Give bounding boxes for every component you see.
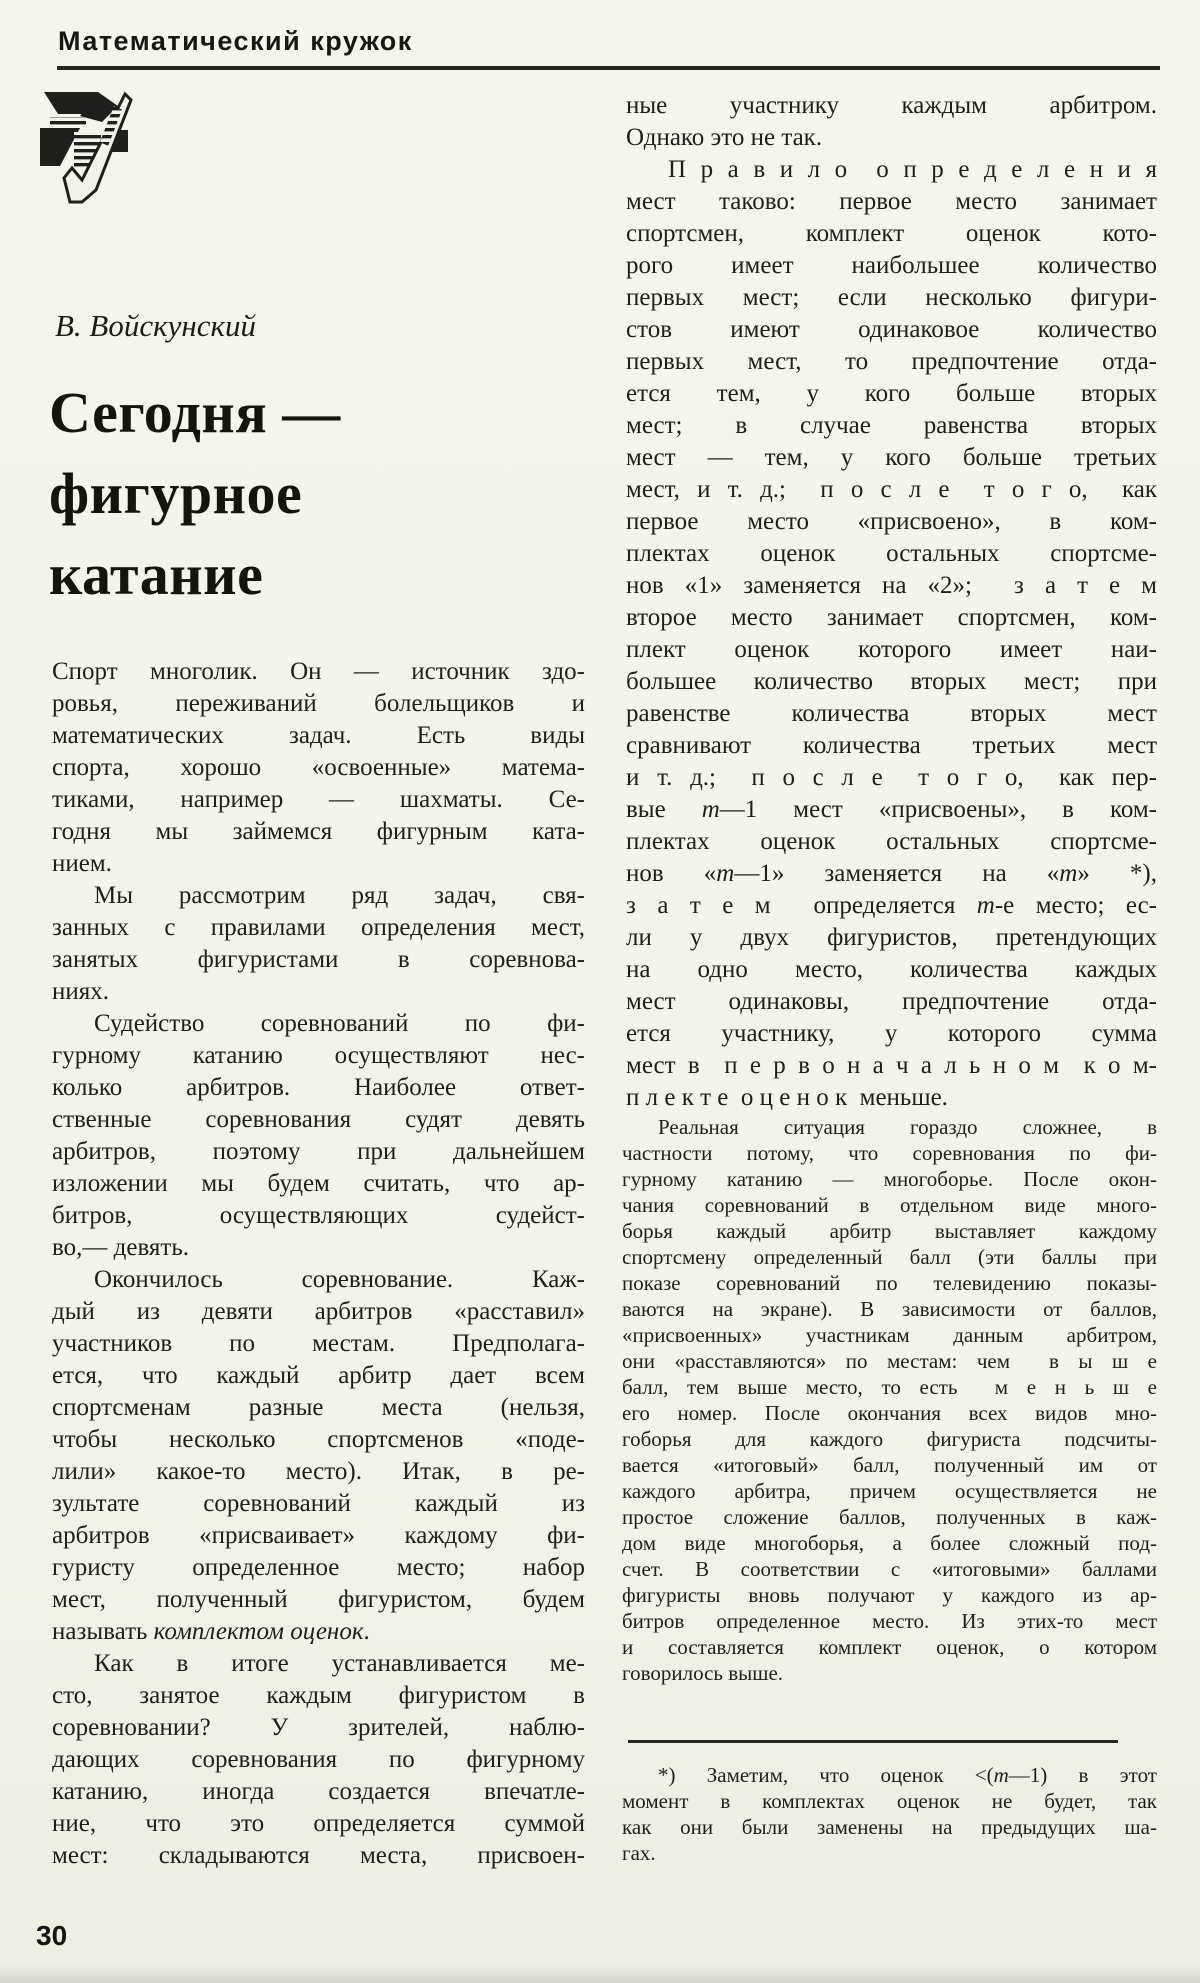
article-author: В. Войскунский (55, 308, 257, 343)
text-line: з а т е м определяется m-е место; ес- (626, 892, 1157, 919)
paragraph (622, 1114, 1157, 1686)
text-line: годня мы займемся фигурным ката- (52, 818, 585, 845)
text-line: как они были заменены на предыдущих ша- (622, 1815, 1157, 1839)
text-line: мест в п е р в о н а ч а л ь н о м к о м- (626, 1052, 1157, 1079)
text-line: нием. (52, 850, 112, 877)
text-line: чания соревнований в отдельном виде много- (622, 1193, 1157, 1217)
text-line: битров определенное место. Из этих-то мест (622, 1609, 1157, 1633)
text-line: сто, занятое каждым фигуристом в (52, 1682, 585, 1709)
text-line: зультате соревнований каждый из (52, 1490, 585, 1517)
text-line: стов имеют одинаковое количество (626, 316, 1157, 343)
paragraph (626, 90, 1157, 154)
text-line: битров, осуществляющих судейст- (52, 1202, 585, 1229)
text-line: первых мест; если несколько фигури- (626, 284, 1157, 311)
text-line: ние, что это определяется суммой (52, 1810, 585, 1837)
text-line: дый из девяти арбитров «расставил» (52, 1298, 585, 1325)
paragraph (52, 1648, 585, 1872)
header-rule (57, 66, 1160, 70)
text-line: спорта, хорошо «освоенные» матема- (52, 754, 585, 781)
text-line: ется участнику, у которого сумма (626, 1020, 1157, 1047)
paragraph (52, 880, 585, 1008)
text-line: момент в комплектах оценок не будет, так (622, 1789, 1157, 1813)
text-line: во,— девять. (52, 1234, 189, 1261)
text-line: дом виде многоборья, а более сложный под- (622, 1531, 1157, 1555)
text-line: Реальная ситуация гораздо сложнее, в (658, 1115, 1157, 1139)
text-line: показе соревнований по телевидению показы- (622, 1271, 1157, 1295)
footnote (622, 1762, 1157, 1866)
scan-bottom-shade (0, 1965, 1200, 1983)
text-line: арбитров «присваивает» каждому фи- (52, 1522, 585, 1549)
text-line: фигуристы вновь получают у каждого из ар- (622, 1583, 1157, 1607)
text-line: тиками, например — шахматы. Се- (52, 786, 585, 813)
text-line: «присвоенных» участникам данным арбитром, (622, 1323, 1157, 1347)
text-line: Окончилось соревнование. Каж- (94, 1266, 585, 1293)
text-line: арбитров, поэтому при дальнейшем (52, 1138, 585, 1165)
paragraph (626, 154, 1157, 1114)
page-number: 30 (36, 1920, 68, 1951)
paragraph (52, 656, 585, 880)
text-line: счет. В соответствии с «итоговыми» баллами (622, 1557, 1157, 1581)
section-header: Математический кружок (58, 26, 413, 56)
text-line: мест, и т. д.; п о с л е т о г о, как (626, 476, 1157, 503)
title-line-2: фигурное (49, 461, 303, 526)
text-line: ровья, переживаний болельщиков и (52, 690, 585, 717)
text-line: Судейство соревнований по фи- (94, 1010, 585, 1037)
text-line: плект оценок которого имеет наи- (626, 636, 1157, 663)
text-line: Как в итоге устанавливается ме- (94, 1650, 585, 1677)
right-column-petit (622, 1114, 1157, 1686)
paragraph (52, 1008, 585, 1264)
text-line: гурному катанию осуществляют нес- (52, 1042, 585, 1069)
text-line: борья каждый арбитр выставляет каждому (622, 1219, 1157, 1243)
text-line: мест таково: первое место занимает (626, 188, 1157, 215)
text-line: математических задач. Есть виды (52, 722, 585, 749)
text-line: и составляется комплект оценок, о котором (622, 1635, 1157, 1659)
text-line: первое место «присвоено», в ком- (626, 508, 1157, 535)
text-line: рого имеет наибольшее количество (626, 252, 1157, 279)
text-line: нов «1» заменяется на «2»; з а т е м (626, 572, 1157, 599)
text-line: п л е к т е о ц е н о к меньше. (626, 1084, 948, 1111)
text-line: ли у двух фигуристов, претендующих (626, 924, 1157, 951)
text-line: вые m—1 мест «присвоены», в ком- (626, 796, 1157, 823)
text-line: гах. (622, 1841, 656, 1865)
text-line: занятых фигуристами в соревнова- (52, 946, 585, 973)
text-line: гуристу определенное место; набор (52, 1554, 585, 1581)
text-line: спортсменам разные места (нельзя, (52, 1394, 585, 1421)
text-line: мест одинаковы, предпочтение отда- (626, 988, 1157, 1015)
text-line: чтобы несколько спортсменов «поде- (52, 1426, 585, 1453)
left-column (52, 656, 585, 1872)
text-line: *) Заметим, что оценок <(m—1) в этот (658, 1763, 1157, 1787)
title-line-1: Сегодня — (49, 380, 341, 445)
text-line: П р а в и л о о п р е д е л е н и я (668, 156, 1157, 183)
text-line: они «расставляются» по местам: чем в ы ш е (622, 1349, 1157, 1373)
text-line: гоборья для каждого фигуриста подсчиты- (622, 1427, 1157, 1451)
right-column (626, 90, 1157, 1114)
text-line: гурному катанию — многоборье. После окон- (622, 1167, 1157, 1191)
text-line: сравнивают количества третьих мест (626, 732, 1157, 759)
text-line: Спорт многолик. Он — источник здо- (52, 658, 585, 685)
title-line-3: катание (49, 542, 264, 607)
text-line: ственные соревнования судят девять (52, 1106, 585, 1133)
text-line: каждого арбитра, причем осуществляется не (622, 1479, 1157, 1503)
footnote-rule (628, 1740, 1118, 1743)
text-line: Однако это не так. (626, 124, 823, 151)
text-line: балл, тем выше место, то есть м е н ь ш е (622, 1375, 1157, 1399)
text-line: ется, что каждый арбитр дает всем (52, 1362, 585, 1389)
text-line: колько арбитров. Наиболее ответ- (52, 1074, 585, 1101)
text-line: нов «m—1» заменяется на «m» *), (626, 860, 1158, 887)
text-line: участников по местам. Предполага- (52, 1330, 585, 1357)
paragraph (52, 1264, 585, 1648)
text-line: второе место занимает спортсмен, ком- (626, 604, 1157, 631)
text-line: его номер. После окончания всех видов мно- (622, 1401, 1157, 1425)
text-line: лили» какое-то место). Итак, в ре- (52, 1458, 585, 1485)
text-line: Мы рассмотрим ряд задач, свя- (94, 882, 585, 909)
text-line: спортсмен, комплект оценок кото- (626, 220, 1157, 247)
article-title (49, 372, 341, 615)
text-line: ваются на экране). В зависимости от баллов, (622, 1297, 1157, 1321)
text-line: плектах оценок остальных спортсме- (626, 540, 1157, 567)
text-line: занных с правилами определения мест, (52, 914, 585, 941)
text-line: плектах оценок остальных спортсме- (626, 828, 1157, 855)
text-line: говорилось выше. (622, 1661, 784, 1685)
paragraph (622, 1762, 1157, 1866)
text-line: катанию, иногда создается впечатле- (52, 1778, 585, 1805)
text-line: вается «итоговый» балл, полученный им от (622, 1453, 1157, 1477)
text-line: соревновании? У зрителей, наблю- (52, 1714, 585, 1741)
text-line: и т. д.; п о с л е т о г о, как пер- (626, 764, 1157, 791)
text-line: изложении мы будем считать, что ар- (52, 1170, 585, 1197)
text-line: ется тем, у кого больше вторых (626, 380, 1157, 407)
text-line: мест; в случае равенства вторых (626, 412, 1157, 439)
text-line: равенстве количества вторых мест (626, 700, 1157, 727)
text-line: на одно место, количества каждых (626, 956, 1157, 983)
text-line: мест, полученный фигуристом, будем (52, 1586, 585, 1613)
math-circle-logo-icon (30, 86, 134, 210)
text-line: простое сложение баллов, полученных в каж- (622, 1505, 1157, 1529)
text-line: ные участнику каждым арбитром. (626, 92, 1157, 119)
text-line: ниях. (52, 978, 110, 1005)
text-line: первых мест, то предпочтение отда- (626, 348, 1157, 375)
text-line: спортсмену определенный балл (эти баллы при (622, 1245, 1157, 1269)
text-line: называть комплектом оценок. (52, 1618, 370, 1645)
text-line: частности потому, что соревнования по фи- (622, 1141, 1157, 1165)
text-line: мест: складываются места, присвоен- (52, 1842, 585, 1869)
text-line: большее количество вторых мест; при (626, 668, 1157, 695)
text-line: дающих соревнования по фигурному (52, 1746, 585, 1773)
text-line: мест — тем, у кого больше третьих (626, 444, 1157, 471)
